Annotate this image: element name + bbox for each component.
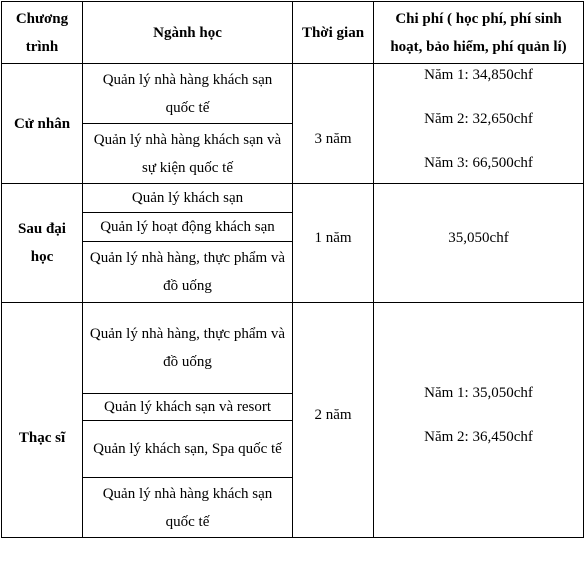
program-name: Sau đại học xyxy=(18,221,66,265)
program-name: Cử nhân xyxy=(13,115,71,132)
header-major: Ngành học xyxy=(153,24,222,41)
header-cost: Chi phí ( học phí, phí sinh hoạt, bảo hiểm, phí quản lí) xyxy=(390,10,567,55)
cost-line: Năm 2: 36,450chf xyxy=(424,429,533,445)
cost-line: Năm 3: 66,500chf xyxy=(424,155,533,171)
cost-value: 35,050chf xyxy=(448,230,509,246)
duration-value: 2 năm xyxy=(314,407,352,423)
table-border-right xyxy=(583,1,584,538)
cost-block xyxy=(374,64,583,183)
program-name: Thạc sĩ xyxy=(18,430,66,446)
major-name: Quản lý khách sạn, Spa quốc tế xyxy=(93,441,282,457)
major-name: Quản lý nhà hàng, thực phẩm và đồ uống xyxy=(89,250,286,294)
cost-line: Năm 1: 35,050chf xyxy=(424,385,533,401)
major-name: Quản lý nhà hàng khách sạn quốc tế xyxy=(102,71,273,116)
major-name: Quản lý khách sạn xyxy=(131,190,244,206)
cost-line: Năm 2: 32,650chf xyxy=(424,111,533,127)
major-name: Quản lý nhà hàng khách sạn quốc tế xyxy=(102,485,273,530)
major-name: Quản lý nhà hàng khách sạn và sự kiện quốc tế xyxy=(93,131,282,176)
major-name: Quản lý khách sạn và resort xyxy=(103,399,272,415)
major-name: Quản lý nhà hàng, thực phẩm và đồ uống xyxy=(89,326,286,370)
header-program: Chương trình xyxy=(15,10,69,55)
header-duration: Thời gian xyxy=(301,24,365,41)
duration-value: 3 năm xyxy=(314,131,352,147)
major-name: Quản lý hoạt động khách sạn xyxy=(100,219,275,235)
cost-block xyxy=(374,303,583,527)
cost-line: Năm 1: 34,850chf xyxy=(424,67,533,83)
duration-value: 1 năm xyxy=(314,230,352,246)
